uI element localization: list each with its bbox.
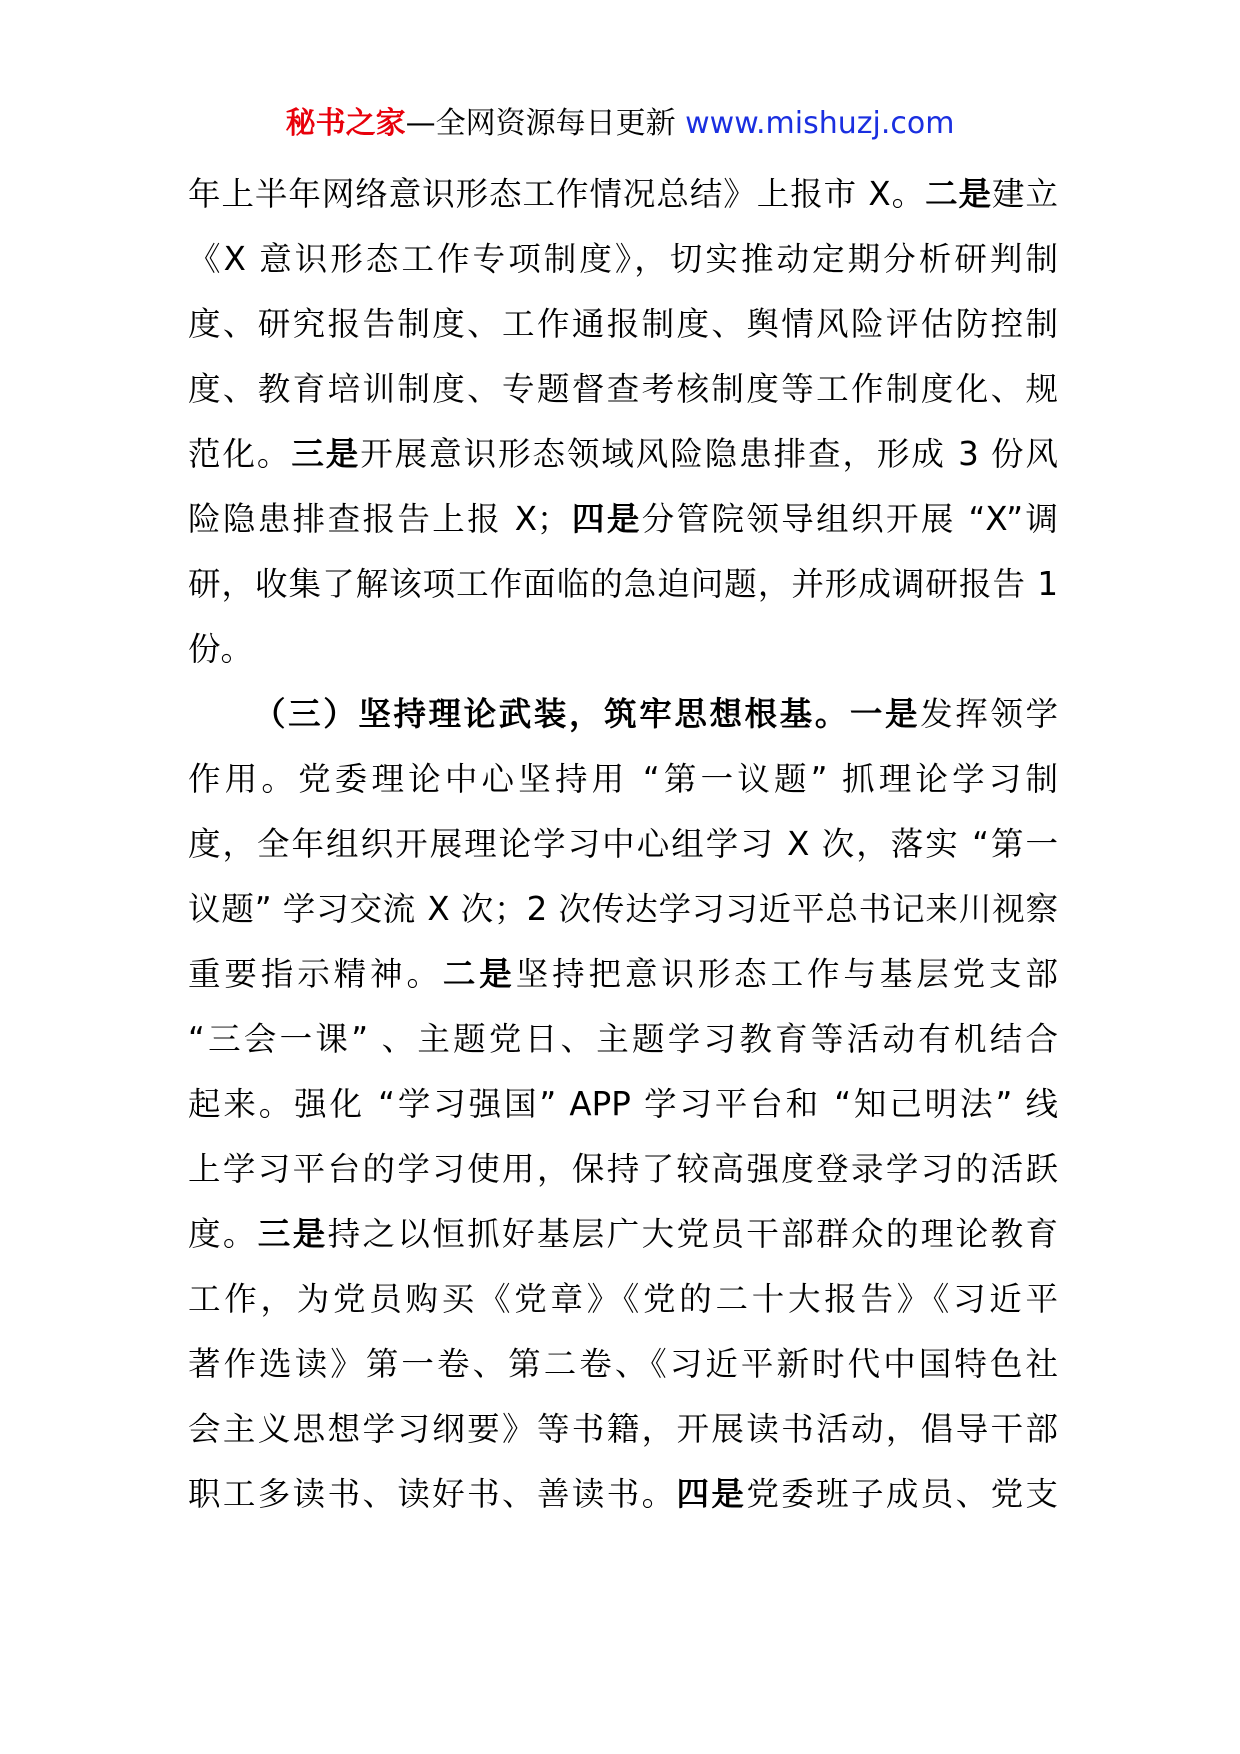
- text-line: 上学习平台的学习使用，保持了较高强度登录学习的活跃: [188, 1150, 1058, 1188]
- text-line: 著作选读》第一卷、第二卷、《习近平新时代中国特色社: [188, 1345, 1058, 1383]
- text-line: 议题” 学习交流 X 次；2 次传达学习习近平总书记来川视察: [188, 890, 1058, 928]
- text-line: 起来。强化 “学习强国” APP 学习平台和 “知己明法” 线: [188, 1085, 1058, 1123]
- site-brand: 秘书之家: [285, 106, 406, 141]
- text-line: 研，收集了解该项工作面临的急迫问题，并形成调研报告 1: [188, 565, 1058, 603]
- site-tagline: —全网资源每日更新: [405, 106, 676, 141]
- text-line: 工作，为党员购买《党章》《党的二十大报告》《习近平: [188, 1280, 1058, 1318]
- text-line: 险隐患排查报告上报 X；四是分管院领导组织开展 “X”调: [188, 500, 1058, 538]
- text-line: 职工多读书、读好书、善读书。四是党委班子成员、党支: [188, 1475, 1058, 1513]
- text-line: 度、教育培训制度、专题督查考核制度等工作制度化、规: [188, 370, 1058, 408]
- paragraph-section-three: [188, 682, 1058, 1527]
- text-line: “三会一课” 、主题党日、主题学习教育等活动有机结合: [188, 1020, 1058, 1058]
- text-line: 作用。党委理论中心坚持用 “第一议题” 抓理论学习制: [188, 760, 1058, 798]
- text-line: 度。三是持之以恒抓好基层广大党员干部群众的理论教育: [188, 1215, 1058, 1253]
- text-line: 范化。三是开展意识形态领域风险隐患排查，形成 3 份风: [188, 435, 1058, 473]
- text-line: 度、研究报告制度、工作通报制度、舆情风险评估防控制: [188, 305, 1058, 343]
- site-url[interactable]: www.mishuzj.com: [685, 106, 955, 141]
- text-line: 会主义思想学习纲要》等书籍，开展读书活动，倡导干部: [188, 1410, 1058, 1448]
- section-heading-line: （三）坚持理论武装，筑牢思想根基。一是发挥领学: [253, 695, 1058, 733]
- text-line: 《X 意识形态工作专项制度》，切实推动定期分析研判制: [188, 240, 1058, 278]
- site-header: [0, 100, 1240, 148]
- text-line: 度，全年组织开展理论学习中心组学习 X 次，落实 “第一: [188, 825, 1058, 863]
- paragraph-continuation: [188, 162, 1058, 682]
- text-line: 重要指示精神。二是坚持把意识形态工作与基层党支部: [188, 955, 1058, 993]
- section-heading: （三）坚持理论武装，筑牢思想根基。: [253, 695, 850, 733]
- text-line: 年上半年网络意识形态工作情况总结》上报市 X。二是建立: [188, 175, 1058, 213]
- text-line: 份。: [188, 630, 254, 668]
- document-body: [188, 162, 1058, 1527]
